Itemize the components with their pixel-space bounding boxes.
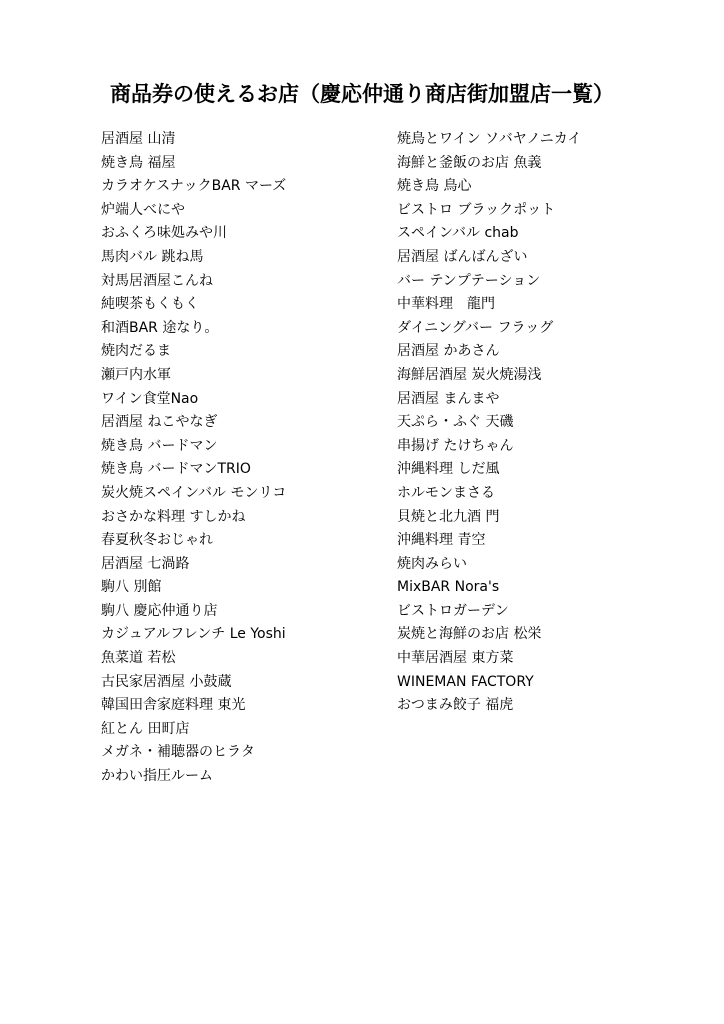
- store-list-item: 魚菜道 若松: [101, 650, 176, 667]
- store-list-item: ホルモンまさる: [397, 484, 495, 501]
- store-list-item: ビストロガーデン: [397, 602, 509, 619]
- store-list-item: おつまみ餃子 福虎: [397, 697, 514, 714]
- store-list-item: メガネ・補聴器のヒラタ: [101, 744, 255, 761]
- store-list-item: カジュアルフレンチ Le Yoshi: [101, 626, 286, 643]
- store-list-item: 中華料理 龍門: [397, 296, 495, 313]
- store-list-item: 海鮮居酒屋 炭火焼湯浅: [397, 366, 542, 383]
- store-list-item: 純喫茶もくもく: [101, 296, 199, 313]
- store-list-item: 沖縄料理 しだ風: [397, 461, 500, 478]
- store-list-item: 焼き鳥 バードマン: [101, 437, 218, 454]
- store-list-right: [397, 128, 697, 718]
- store-list-item: 焼き鳥 バードマンTRIO: [101, 461, 251, 478]
- page-title: 商品券の使えるお店（慶応仲通り商店街加盟店一覧）: [110, 82, 614, 107]
- store-list-item: 春夏秋冬おじゃれ: [101, 532, 213, 549]
- store-list-item: 貝焼と北九酒 門: [397, 508, 500, 525]
- store-list-item: 焼き鳥 福屋: [101, 154, 176, 171]
- store-list-item: 居酒屋 七渦路: [101, 555, 190, 572]
- store-list-item: 和酒BAR 途なり。: [101, 319, 219, 336]
- store-list-item: 焼鳥とワイン ソバヤノニカイ: [397, 131, 582, 147]
- store-list-item: 居酒屋 山清: [101, 131, 176, 147]
- store-list-item: おさかな料理 すしかね: [101, 508, 246, 525]
- store-list-item: 中華居酒屋 東方菜: [397, 650, 514, 667]
- store-list-item: 駒八 慶応仲通り店: [101, 602, 218, 619]
- store-list-item: かわい指圧ルーム: [101, 768, 213, 785]
- store-list-item: 駒八 別館: [101, 579, 162, 596]
- store-list-item: 対馬居酒屋こんね: [101, 272, 213, 289]
- store-list-item: カラオケスナックBAR マーズ: [101, 178, 287, 195]
- store-list-item: 居酒屋 まんまや: [397, 390, 500, 407]
- store-list-left: [101, 128, 371, 789]
- store-list-item: 海鮮と釜飯のお店 魚義: [397, 154, 542, 171]
- store-list-item: 韓国田舎家庭料理 東光: [101, 697, 246, 714]
- store-list-item: 古民家居酒屋 小鼓蔵: [101, 673, 232, 690]
- store-list-item: 焼肉だるま: [101, 343, 171, 360]
- store-list-item: 瀬戸内水軍: [101, 366, 171, 383]
- store-list-item: 串揚げ たけちゃん: [397, 437, 514, 454]
- store-list-item: MixBAR Nora's: [397, 579, 500, 596]
- store-list-item: 沖縄料理 青空: [397, 532, 486, 549]
- store-list-item: 居酒屋 ねこやなぎ: [101, 414, 218, 431]
- store-list-item: ビストロ ブラックポット: [397, 201, 556, 218]
- store-list-item: 居酒屋 ばんばんざい: [397, 248, 528, 265]
- store-list-item: バー テンプテーション: [397, 272, 541, 289]
- store-list-item: 焼き鳥 鳥心: [397, 178, 472, 195]
- store-list-item: 紅とん 田町店: [101, 720, 190, 737]
- store-list-item: WINEMAN FACTORY: [397, 673, 534, 690]
- store-list-item: 焼肉みらい: [397, 555, 467, 572]
- store-list-item: 炭焼と海鮮のお店 松栄: [397, 626, 542, 643]
- store-list-item: おふくろ味処みや川: [101, 225, 227, 242]
- store-list-item: ダイニングバー フラッグ: [397, 319, 554, 336]
- store-list-item: ワイン食堂Nao: [101, 390, 199, 407]
- store-list-item: 居酒屋 かあさん: [397, 343, 500, 360]
- store-list-item: 炭火焼スペインバル モンリコ: [101, 484, 287, 501]
- store-list-item: 馬肉バル 跳ね馬: [101, 248, 204, 265]
- store-list-item: 炉端人べにや: [101, 201, 185, 218]
- store-list-item: スペインバル chab: [397, 225, 519, 242]
- store-list-item: 天ぷら・ふぐ 天磯: [397, 414, 514, 431]
